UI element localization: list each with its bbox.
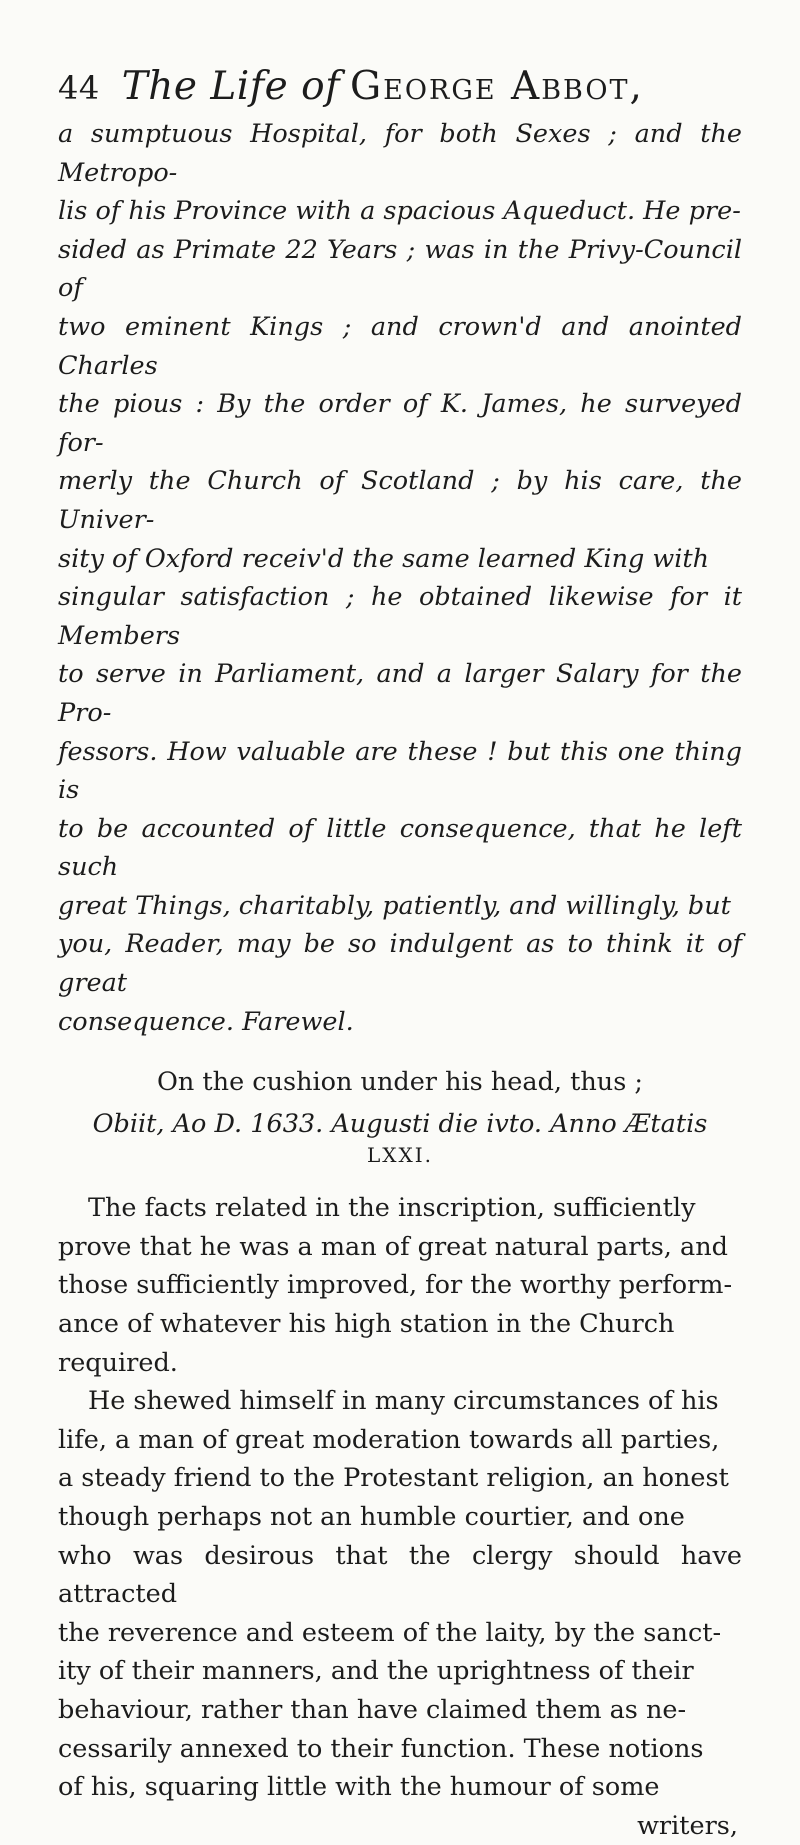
paragraph-line: required. bbox=[58, 1347, 178, 1378]
header-title-name: George Abbot, bbox=[350, 64, 644, 109]
paragraph-line: life, a man of great moderation towards all parties, bbox=[58, 1424, 720, 1455]
paragraph-line: The facts related in the inscription, sufficiently bbox=[88, 1193, 696, 1224]
running-header bbox=[58, 64, 742, 109]
epitaph-line: a sumptuous Hospital, for both Sexes ; and the Metropo- bbox=[58, 119, 742, 188]
epitaph-line: singular satisfaction ; he obtained likewise for it Members bbox=[58, 582, 742, 651]
epitaph-line: lis of his Province with a spacious Aqueduct. He pre- bbox=[58, 196, 741, 227]
epitaph-line: to serve in Parliament, and a larger Salary for the Pro- bbox=[58, 659, 742, 728]
obiit-line: Obiit, Ao D. 1633. Augusti die ivto. Anno Ætatis bbox=[92, 1109, 708, 1140]
epitaph-line: fessors. How valuable are these ! but this one thing is bbox=[58, 736, 742, 806]
paragraph-line: though perhaps not an humble courtier, and one bbox=[58, 1502, 685, 1532]
epitaph-line: sided as Primate 22 Years ; was in the Privy-Council of bbox=[58, 234, 742, 304]
cushion-line: On the cushion under his head, thus ; bbox=[156, 1067, 643, 1098]
epitaph-line: merly the Church of Scotland ; by his care, the Univer- bbox=[58, 466, 742, 535]
epitaph-text bbox=[58, 115, 742, 1041]
epitaph-line: to be accounted of little consequence, that he left such bbox=[58, 813, 742, 883]
epitaph-line: two eminent Kings ; and crown'd and anointed Charles bbox=[58, 311, 742, 381]
paragraph-line: cessarily annexed to their function. These notions bbox=[58, 1733, 704, 1764]
paragraph-line: He shewed himself in many circumstances of his bbox=[88, 1386, 719, 1417]
paragraph-line: the reverence and esteem of the laity, by the sanct- bbox=[58, 1617, 722, 1648]
paragraph-line: those sufficiently improved, for the worthy perform- bbox=[58, 1270, 733, 1301]
page-number: 44 bbox=[58, 69, 100, 107]
header-title-italic: The Life of bbox=[121, 64, 341, 109]
epitaph-line: consequence. Farewel. bbox=[58, 1006, 354, 1037]
obiit-age: LXXI. bbox=[366, 1143, 433, 1168]
epitaph-line: the pious : By the order of K. James, he surveyed for- bbox=[58, 389, 742, 458]
paragraph-line: ity of their manners, and the uprightness of their bbox=[58, 1656, 694, 1687]
paragraph-line: prove that he was a man of great natural parts, and bbox=[58, 1231, 728, 1262]
paragraph-line: of his, squaring little with the humour of some bbox=[58, 1772, 660, 1803]
epitaph-line: sity of Oxford receiv'd the same learned King with bbox=[58, 543, 710, 574]
epitaph-line: great Things, charitably, patiently, and willingly, but bbox=[58, 890, 731, 921]
paragraph-line: behaviour, rather than have claimed them as ne- bbox=[58, 1694, 687, 1725]
paragraph-two bbox=[58, 1382, 742, 1807]
catchword: writers, bbox=[637, 1810, 738, 1841]
epitaph-line: you, Reader, may be so indulgent as to think it of great bbox=[58, 929, 742, 999]
paragraph-line: ance of whatever his high station in the Church bbox=[58, 1309, 675, 1340]
paragraph-line: who was desirous that the clergy should have attracted bbox=[58, 1540, 742, 1610]
paragraph-line: a steady friend to the Protestant religion, an honest bbox=[58, 1463, 729, 1494]
paragraph-one bbox=[58, 1189, 742, 1382]
